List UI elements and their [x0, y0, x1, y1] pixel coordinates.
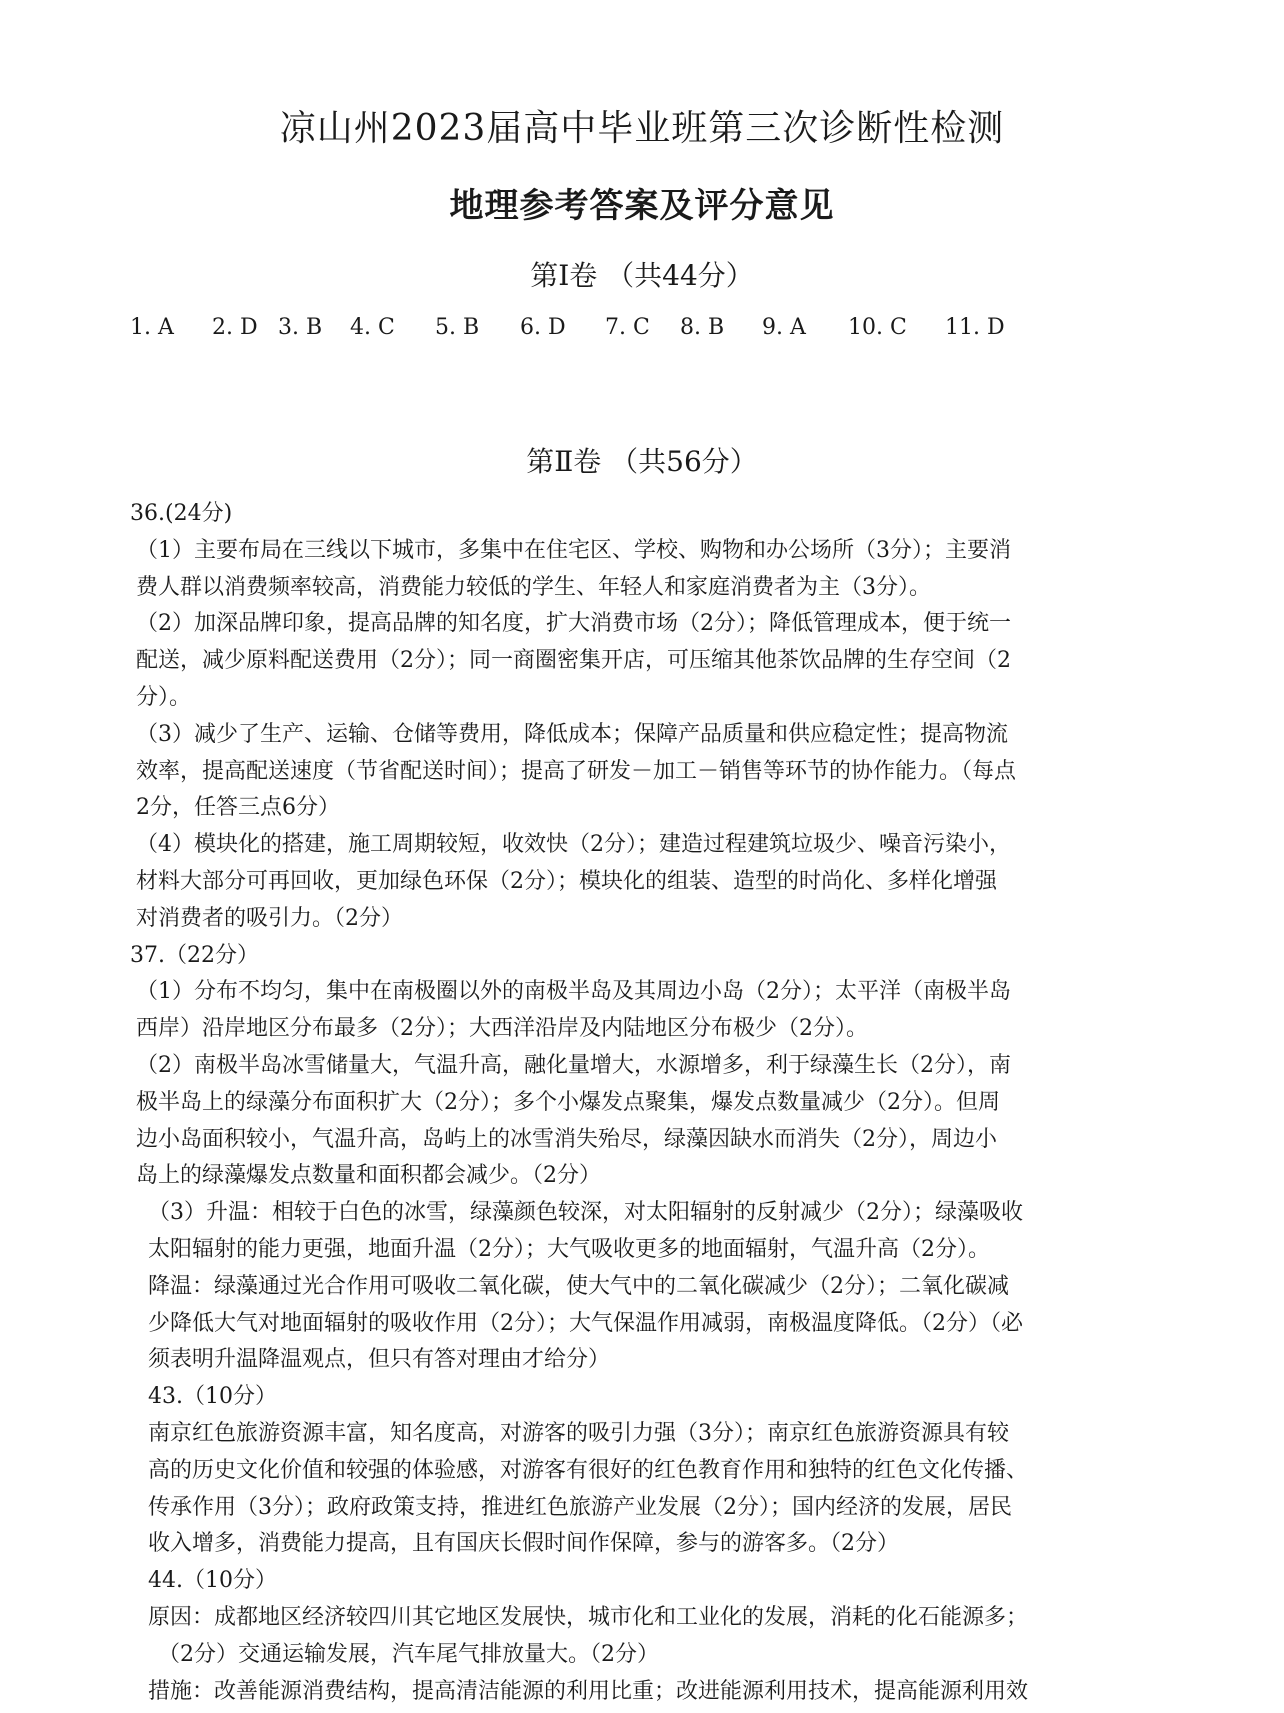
- answer-line: 西岸）沿岸地区分布最多（2分）；大西洋沿岸及内陆地区分布极少（2分）。: [136, 1016, 868, 1042]
- answer-line: （2）加深品牌印象，提高品牌的知名度，扩大消费市场（2分）；降低管理成本，便于统一: [136, 611, 1011, 637]
- answer-line: 降温：绿藻通过光合作用可吸收二氧化碳，使大气中的二氧化碳减少（2分）；二氧化碳减: [148, 1273, 1010, 1299]
- section-1-heading: 第Ⅰ卷 （共44分）: [530, 259, 754, 292]
- answer-line: （3）减少了生产、运输、仓储等费用，降低成本；保障产品质量和供应稳定性；提高物流: [136, 721, 1009, 747]
- answer-item: 2. D: [212, 315, 258, 340]
- answer-line: 效率，提高配送速度（节省配送时间）；提高了研发－加工－销售等环节的协作能力。（每点: [136, 758, 1017, 784]
- question-heading: 43.（10分）: [148, 1384, 277, 1410]
- answer-item: 9. A: [762, 315, 806, 340]
- answer-line: 原因：成都地区经济较四川其它地区发展快，城市化和工业化的发展，消耗的化石能源多；: [148, 1604, 1029, 1630]
- answer-item: 7. C: [605, 315, 650, 340]
- question-heading: 37.（22分）: [130, 942, 259, 968]
- answer-line: 边小岛面积较小，气温升高，岛屿上的冰雪消失殆尽，绿藻因缺水而消失（2分），周边小: [136, 1126, 997, 1152]
- question-heading: 44.（10分）: [148, 1568, 277, 1594]
- answer-line: 材料大部分可再回收，更加绿色环保（2分）；模块化的组装、造型的时尚化、多样化增强: [136, 868, 997, 894]
- answer-line: 对消费者的吸引力。（2分）: [136, 905, 403, 931]
- answer-line: 措施：改善能源消费结构，提高清洁能源的利用比重；改进能源利用技术，提高能源利用效: [148, 1678, 1029, 1704]
- answer-line: 分）。: [136, 684, 192, 710]
- answer-body: [130, 496, 1130, 1710]
- answer-line: 少降低大气对地面辐射的吸收作用（2分）；大气保温作用减弱，南极温度降低。（2分）（必: [148, 1310, 1023, 1336]
- answer-line: 2分，任答三点6分）: [136, 795, 340, 821]
- answer-line: 须表明升温降温观点，但只有答对理由才给分）: [148, 1347, 611, 1373]
- answer-item: 3. B: [278, 315, 323, 340]
- answer-line: （3）升温：相较于白色的冰雪，绿藻颜色较深，对太阳辐射的反射减少（2分）；绿藻吸收: [148, 1200, 1023, 1226]
- answer-item: 11. D: [945, 315, 1005, 340]
- answer-item: 10. C: [848, 315, 907, 340]
- answer-line: 太阳辐射的能力更强，地面升温（2分）；大气吸收更多的地面辐射，气温升高（2分）。: [148, 1236, 990, 1262]
- section-2-heading: 第Ⅱ卷 （共56分）: [526, 445, 758, 478]
- answer-item: 1. A: [130, 315, 174, 340]
- answer-line: 岛上的绿藻爆发点数量和面积都会减少。（2分）: [136, 1163, 601, 1189]
- answer-line: 收入增多，消费能力提高，且有国庆长假时间作保障，参与的游客多。（2分）: [148, 1531, 899, 1557]
- page-subtitle: 地理参考答案及评分意见: [449, 186, 835, 226]
- answer-item: 6. D: [520, 315, 566, 340]
- answer-item: 4. C: [350, 315, 395, 340]
- answer-line: 费人群以消费频率较高，消费能力较低的学生、年轻人和家庭消费者为主（3分）。: [136, 574, 931, 600]
- answer-line: 传承作用（3分）；政府政策支持，推进红色旅游产业发展（2分）；国内经济的发展，居民: [148, 1494, 1012, 1520]
- answer-line: （1）主要布局在三线以下城市，多集中在住宅区、学校、购物和办公场所（3分）；主要消: [136, 537, 1011, 563]
- answer-line: （1）分布不均匀，集中在南极圈以外的南极半岛及其周边小岛（2分）；太平洋（南极半岛: [136, 979, 1011, 1005]
- page-title: 凉山州2023届高中毕业班第三次诊断性检测: [279, 108, 1005, 149]
- answer-line: 南京红色旅游资源丰富，知名度高，对游客的吸引力强（3分）；南京红色旅游资源具有较: [148, 1420, 1009, 1446]
- answer-line: 高的历史文化价值和较强的体验感，对游客有很好的红色教育作用和独特的红色文化传播、: [148, 1457, 1029, 1483]
- question-heading: 36.(24分): [130, 501, 233, 526]
- answer-item: 5. B: [435, 315, 480, 340]
- answer-line: 极半岛上的绿藻分布面积扩大（2分）；多个小爆发点聚集，爆发点数量减少（2分）。但周: [136, 1089, 1000, 1115]
- answer-line: 配送，减少原料配送费用（2分）；同一商圈密集开店，可压缩其他茶饮品牌的生存空间（2: [136, 648, 1011, 674]
- answer-line: （4）模块化的搭建，施工周期较短，收效快（2分）；建造过程建筑垃圾少、噪音污染小，: [136, 832, 1011, 858]
- answer-item: 8. B: [680, 315, 725, 340]
- answer-line: （2分）交通运输发展，汽车尾气排放量大。（2分）: [158, 1641, 659, 1667]
- answer-line: （2）南极半岛冰雪储量大，气温升高，融化量增大，水源增多，利于绿藻生长（2分），南: [136, 1052, 1011, 1078]
